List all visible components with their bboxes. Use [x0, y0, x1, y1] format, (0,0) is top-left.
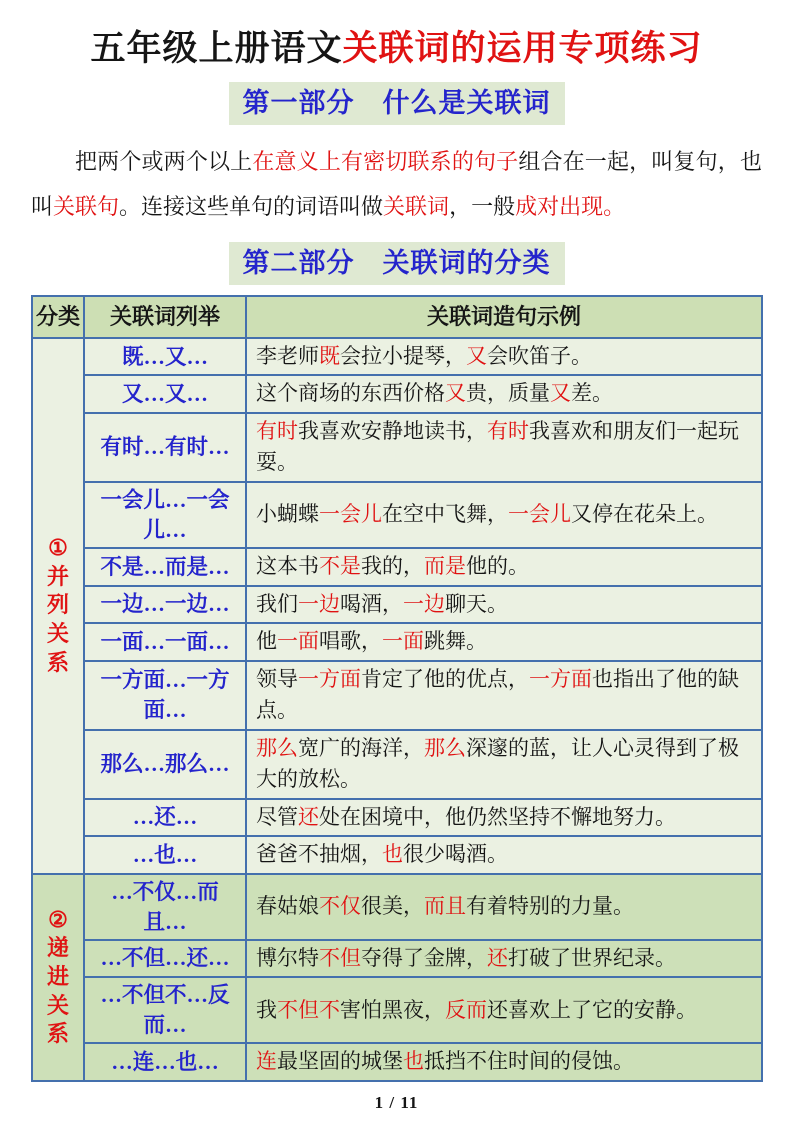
text-segment: 还 — [487, 945, 508, 970]
conjunction-pair-cell: …不但不…反而… — [84, 977, 246, 1043]
text-segment: 春姑娘 — [256, 893, 319, 918]
table-row — [32, 482, 762, 548]
text-segment: 还喜欢上了它的安静。 — [487, 997, 697, 1022]
section-heading-part2: 第二部分 关联词的分类 — [229, 242, 565, 285]
table-row — [32, 799, 762, 837]
text-segment: 又 — [550, 381, 571, 406]
conjunction-pair-cell: …连…也… — [84, 1043, 246, 1081]
text-segment: 连 — [256, 1049, 277, 1074]
conjunction-pair-cell: 一面…一面… — [84, 623, 246, 661]
table-row — [32, 586, 762, 624]
text-segment: 博尔特 — [256, 945, 319, 970]
text-segment: 又 — [466, 343, 487, 368]
text-segment: 爸爸不抽烟， — [256, 842, 382, 867]
table-row — [32, 338, 762, 376]
text-segment: 而且 — [424, 893, 466, 918]
text-segment: 一方面 — [298, 666, 361, 691]
text-segment: 跳舞。 — [424, 629, 487, 654]
example-sentence-cell — [246, 338, 762, 376]
category-char: ② — [48, 906, 68, 932]
text-segment: 反而 — [445, 997, 487, 1022]
text-segment: 有时 — [487, 418, 529, 443]
conjunction-table-body — [32, 338, 762, 1081]
conjunction-pair-cell: …不仅…而且… — [84, 874, 246, 940]
text-segment: 还 — [298, 804, 319, 829]
text-segment: 他 — [256, 629, 277, 654]
category-char: 系 — [46, 1021, 69, 1047]
conjunction-pair-cell: 既…又… — [84, 338, 246, 376]
text-segment: 唱歌， — [319, 629, 382, 654]
conjunction-pair-cell: 不是…而是… — [84, 548, 246, 586]
text-segment: 最坚固的城堡 — [277, 1049, 403, 1074]
text-segment: 聊天。 — [445, 591, 508, 616]
table-row — [32, 940, 762, 978]
text-segment: 把两个或两个以上 — [75, 148, 253, 174]
text-segment: 处在困境中，他仍然坚持不懈地努力。 — [319, 804, 676, 829]
example-sentence-cell — [246, 482, 762, 548]
text-segment: 害怕黑夜， — [340, 997, 445, 1022]
example-sentence-cell — [246, 586, 762, 624]
text-segment: 有时 — [256, 418, 298, 443]
example-sentence-cell — [246, 1043, 762, 1081]
text-segment: 贵，质量 — [466, 381, 550, 406]
text-segment: 又停在花朵上。 — [571, 502, 718, 527]
text-segment: 很美， — [361, 893, 424, 918]
text-segment: 这个商场的东西价格 — [256, 381, 445, 406]
text-segment: 尽管 — [256, 804, 298, 829]
table-row — [32, 623, 762, 661]
text-segment: 一边 — [298, 591, 340, 616]
text-segment: 一面 — [277, 629, 319, 654]
conjunction-pair-cell: …还… — [84, 799, 246, 837]
example-sentence-cell — [246, 623, 762, 661]
text-segment: 一方面 — [529, 666, 592, 691]
example-sentence-cell — [246, 874, 762, 940]
example-sentence-cell — [246, 730, 762, 799]
conjunction-pair-cell: …也… — [84, 836, 246, 874]
example-sentence-cell — [246, 836, 762, 874]
text-segment: 也 — [382, 842, 403, 867]
text-segment: 夺得了金牌， — [361, 945, 487, 970]
text-segment: 一边 — [403, 591, 445, 616]
category-cell — [32, 338, 84, 874]
text-segment: 差。 — [571, 381, 613, 406]
conjunction-pair-cell: 那么…那么… — [84, 730, 246, 799]
text-segment: 关联词 — [383, 194, 450, 220]
text-segment: 我的， — [361, 554, 424, 579]
category-char: 关 — [46, 621, 69, 647]
conjunction-pair-cell: 又…又… — [84, 375, 246, 413]
table-row — [32, 1043, 762, 1081]
text-segment: 喝酒， — [340, 591, 403, 616]
example-sentence-cell — [246, 375, 762, 413]
text-segment: 那么 — [256, 735, 298, 760]
section-heading-part1: 第一部分 什么是关联词 — [229, 82, 565, 125]
table-row — [32, 661, 762, 730]
text-segment: 宽广的海洋， — [298, 735, 424, 760]
text-segment: 又 — [445, 381, 466, 406]
category-char: 系 — [46, 649, 69, 675]
category-char: 进 — [46, 963, 69, 989]
conjunction-pair-cell: …不但…还… — [84, 940, 246, 978]
category-char: 列 — [46, 592, 69, 618]
text-segment: 会拉小提琴， — [340, 343, 466, 368]
text-segment: 深邃的蓝，让人心灵得到了极大的放松。 — [256, 735, 739, 792]
conjunction-pair-cell: 一方面…一方面… — [84, 661, 246, 730]
page-title-red-part: 关联词的运用专项练习 — [342, 29, 703, 68]
category-char: ① — [48, 535, 68, 561]
table-row — [32, 874, 762, 940]
conjunction-pair-cell: 有时…有时… — [84, 413, 246, 482]
category-char: 递 — [46, 935, 69, 961]
text-segment: 组合在一起，叫复句，也叫 — [31, 148, 762, 220]
text-segment: 关联句 — [53, 194, 120, 220]
text-segment: 一会儿 — [319, 502, 382, 527]
table-row — [32, 375, 762, 413]
text-segment: 会吹笛子。 — [487, 343, 592, 368]
table-row — [32, 413, 762, 482]
table-header-category: 分类 — [32, 296, 84, 338]
table-row — [32, 548, 762, 586]
table-header-row — [32, 296, 762, 338]
text-segment: 小蝴蝶 — [256, 502, 319, 527]
category-char: 并 — [46, 563, 69, 589]
category-char: 关 — [46, 992, 69, 1018]
text-segment: 很少喝酒。 — [403, 842, 508, 867]
text-segment: 一面 — [382, 629, 424, 654]
intro-paragraph — [31, 139, 762, 231]
text-segment: 不仅 — [319, 893, 361, 918]
page-title — [31, 26, 762, 72]
text-segment: 打破了世界纪录。 — [508, 945, 676, 970]
example-sentence-cell — [246, 413, 762, 482]
text-segment: 也 — [403, 1049, 424, 1074]
page-title-black-part: 五年级上册语文 — [90, 29, 343, 68]
text-segment: 在意义上有密切联系的句子 — [252, 148, 519, 174]
text-segment: 我喜欢安静地读书， — [298, 418, 487, 443]
text-segment: 。连接这些单句的词语叫做 — [119, 194, 384, 220]
text-segment: 我 — [256, 997, 277, 1022]
text-segment: ，一般 — [449, 194, 516, 220]
example-sentence-cell — [246, 548, 762, 586]
example-sentence-cell — [246, 940, 762, 978]
text-segment: 不但不 — [277, 997, 340, 1022]
text-segment: 也指出了他的缺点。 — [256, 666, 739, 723]
example-sentence-cell — [246, 977, 762, 1043]
text-segment: 而是 — [424, 554, 466, 579]
text-segment: 领导 — [256, 666, 298, 691]
table-row — [32, 836, 762, 874]
text-segment: 成对出现。 — [515, 194, 626, 220]
text-segment: 那么 — [424, 735, 466, 760]
conjunction-table — [31, 295, 763, 1082]
text-segment: 他的。 — [466, 554, 529, 579]
conjunction-pair-cell: 一会儿…一会儿… — [84, 482, 246, 548]
table-row — [32, 730, 762, 799]
text-segment: 肯定了他的优点， — [361, 666, 529, 691]
text-segment: 在空中飞舞， — [382, 502, 508, 527]
example-sentence-cell — [246, 661, 762, 730]
example-sentence-cell — [246, 799, 762, 837]
table-header-example-sentences: 关联词造句示例 — [246, 296, 762, 338]
text-segment: 既 — [319, 343, 340, 368]
text-segment: 我们 — [256, 591, 298, 616]
text-segment: 不但 — [319, 945, 361, 970]
page-number: 1 / 11 — [374, 1092, 419, 1112]
text-segment: 有着特别的力量。 — [466, 893, 634, 918]
table-row — [32, 977, 762, 1043]
text-segment: 我喜欢和朋友们一起玩耍。 — [256, 418, 739, 475]
text-segment: 这本书 — [256, 554, 319, 579]
text-segment: 一会儿 — [508, 502, 571, 527]
category-cell — [32, 874, 84, 1081]
conjunction-pair-cell: 一边…一边… — [84, 586, 246, 624]
text-segment: 抵挡不住时间的侵蚀。 — [424, 1049, 634, 1074]
text-segment: 李老师 — [256, 343, 319, 368]
text-segment: 不是 — [319, 554, 361, 579]
table-header-conjunction-list: 关联词列举 — [84, 296, 246, 338]
